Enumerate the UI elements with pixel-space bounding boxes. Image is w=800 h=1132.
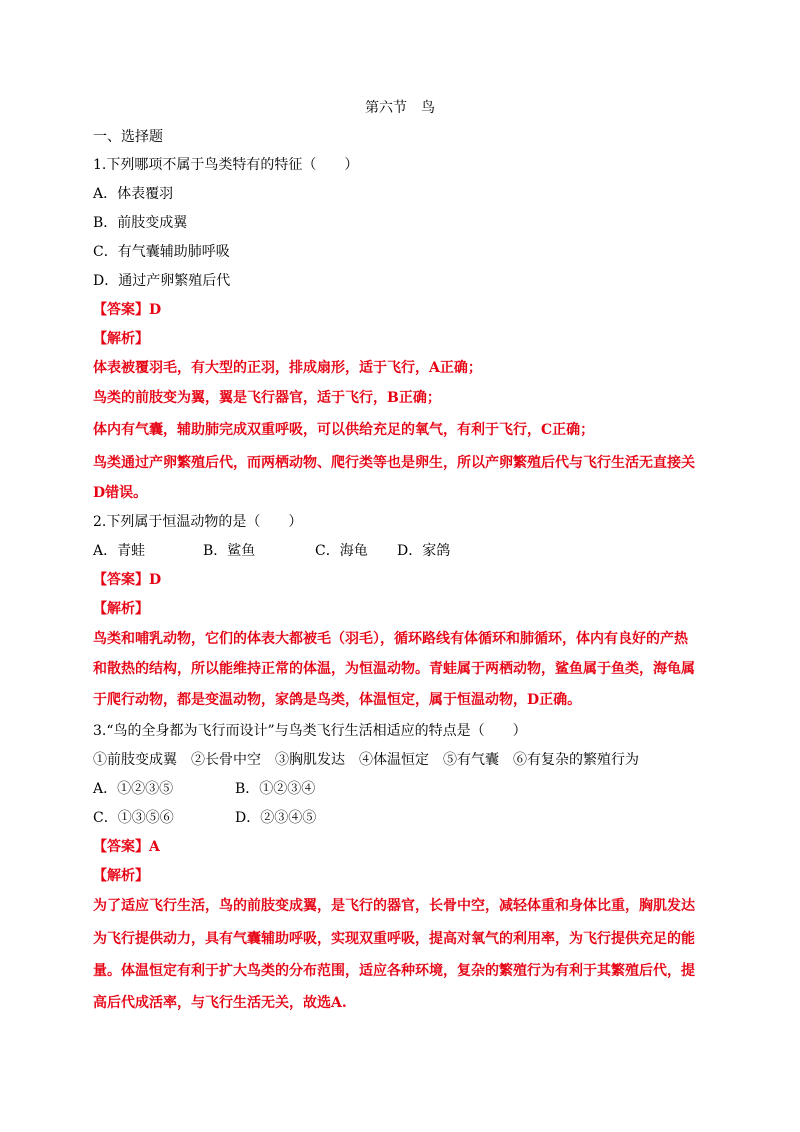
question-2-analysis-line: 和散热的结构，所以能维持正常的体温，为恒温动物。青蛙属于两栖动物，鲨鱼属于鱼类，海龟属 [93,661,695,677]
section-heading: 一、选择题 [93,129,163,145]
question-1-analysis-line: 体内有气囊，辅助肺完成双重呼吸，可以供给充足的氧气，有利于飞行，C正确； [93,422,595,438]
question-3-option-d: D．②③④⑤ [235,810,317,826]
question-2-option-d: D．家鸽 [397,543,451,559]
question-1-analysis-line: 鸟类通过产卵繁殖后代，而两栖动物、爬行类等也是卵生，所以产卵繁殖后代与飞行生活无直接关 [93,455,695,471]
question-2-analysis-label: 【解析】 [93,601,149,617]
question-2-option-a: A．青蛙 [93,543,146,559]
question-3-analysis-line: 为了适应飞行生活，鸟的前肢变成翼，是飞行的器官，长骨中空，减轻体重和身体比重，胸肌发达 [93,898,695,914]
question-3-stem: 3.“鸟的全身都为飞行而设计”与鸟类飞行生活相适应的特点是（ ） [93,723,527,739]
question-2-option-b: B．鲨鱼 [203,543,256,559]
question-2-analysis-line: 鸟类和哺乳动物，它们的体表大都被毛（羽毛），循环路线有体循环和肺循环，体内有良好的产热 [93,631,688,647]
question-1-analysis-line: 鸟类的前肢变为翼，翼是飞行器官，适于飞行，B正确； [93,390,441,406]
question-3-analysis-line: 为飞行提供动力，具有气囊辅助呼吸，实现双重呼吸，提高对氧气的利用率，为飞行提供充足的能 [93,931,695,947]
question-3-analysis-label: 【解析】 [93,868,149,884]
question-2-options [93,541,450,561]
question-1-analysis-line: 体表被覆羽毛，有大型的正羽，排成扇形，适于飞行，A正确； [93,360,482,376]
question-3-options-row-2 [93,808,316,828]
question-2-answer: 【答案】D [93,572,162,588]
question-3-items: ①前肢变成翼 ②长骨中空 ③胸肌发达 ④体温恒定 ⑤有气囊 ⑥有复杂的繁殖行为 [93,752,639,768]
question-3-option-c: C．①③⑤⑥ [93,810,174,826]
question-1-option-d: D．通过产卵繁殖后代 [93,273,231,289]
question-2-option-c: C．海龟 [315,543,368,559]
question-3-options-row-1 [93,779,315,799]
question-2-stem: 2.下列属于恒温动物的是（ ） [93,514,303,530]
question-2-analysis-line: 于爬行动物，都是变温动物，家鸽是鸟类，体温恒定，属于恒温动物，D正确。 [93,692,582,708]
question-3-analysis-line: 高后代成活率，与飞行生活无关，故选A. [93,995,347,1011]
question-1-analysis-label: 【解析】 [93,331,149,347]
question-1-option-a: A．体表覆羽 [93,186,174,202]
question-1-option-b: B．前肢变成翼 [93,215,188,231]
question-3-answer: 【答案】A [93,839,160,855]
question-1-stem: 1.下列哪项不属于鸟类特有的特征（ ） [93,157,359,173]
question-3-analysis-line: 量。体温恒定有利于扩大鸟类的分布范围，适应各种环境，复杂的繁殖行为有利于其繁殖后代，提 [93,963,695,979]
question-1-answer: 【答案】D [93,302,162,318]
question-3-option-b: B．①②③④ [235,781,316,797]
document-title: 第六节 鸟 [365,100,435,116]
question-3-option-a: A．①②③⑤ [93,781,174,797]
question-1-analysis-line: D错误。 [93,485,148,501]
question-1-option-c: C．有气囊辅助肺呼吸 [93,244,230,260]
